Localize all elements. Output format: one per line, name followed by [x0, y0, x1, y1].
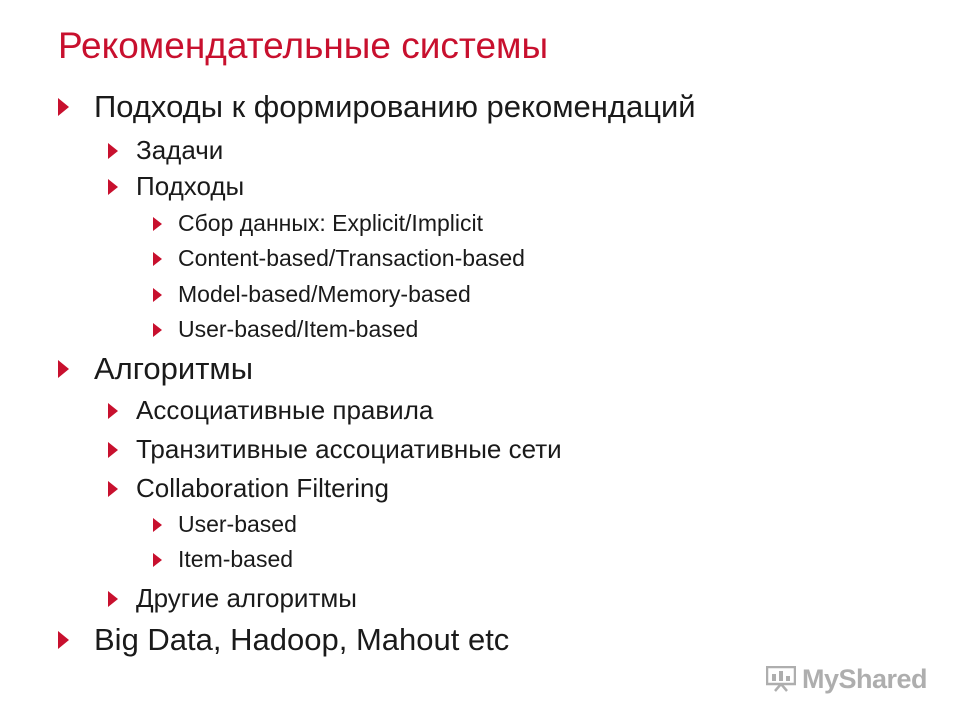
triangle-bullet-icon — [153, 288, 162, 302]
triangle-bullet-icon — [153, 252, 162, 266]
triangle-bullet-icon — [108, 481, 118, 497]
slide-title: Рекомендательные системы — [58, 25, 549, 66]
triangle-bullet-icon — [153, 518, 162, 532]
bullet-item — [153, 210, 483, 237]
watermark — [766, 654, 936, 704]
bullet-text: Сбор данных: Explicit/Implicit — [178, 210, 483, 236]
bullet-item — [153, 546, 293, 573]
triangle-bullet-icon — [108, 179, 118, 195]
bullet-text: Алгоритмы — [94, 351, 253, 386]
bullet-text: Задачи — [136, 135, 224, 165]
bullet-text: User-based/Item-based — [178, 316, 419, 342]
triangle-bullet-icon — [58, 98, 69, 116]
bullet-item — [58, 622, 509, 658]
bullet-item — [108, 583, 357, 614]
bullet-item — [153, 281, 471, 308]
bullet-item — [153, 511, 297, 538]
bullet-item — [153, 316, 418, 343]
bullet-item — [108, 434, 562, 465]
triangle-bullet-icon — [58, 360, 69, 378]
triangle-bullet-icon — [108, 591, 118, 607]
bullet-item — [108, 395, 433, 426]
bullet-text: Content-based/Transaction-based — [178, 245, 525, 271]
bullet-item — [108, 171, 244, 202]
triangle-bullet-icon — [58, 631, 69, 649]
triangle-bullet-icon — [153, 217, 162, 231]
bullet-text: User-based — [178, 511, 297, 537]
bullet-text: Big Data, Hadoop, Mahout etc — [94, 622, 510, 657]
bullet-item — [58, 89, 696, 125]
triangle-bullet-icon — [153, 553, 162, 567]
bullet-text: Collaboration Filtering — [136, 473, 389, 503]
presentation-board-icon — [766, 666, 796, 692]
bullet-text: Item-based — [178, 546, 294, 572]
bullet-item — [58, 351, 253, 387]
triangle-bullet-icon — [153, 323, 162, 337]
bullet-text: Подходы к формированию рекомендаций — [94, 89, 696, 124]
bullet-item — [108, 135, 223, 166]
bullet-text: Транзитивные ассоциативные сети — [136, 434, 562, 464]
triangle-bullet-icon — [108, 143, 118, 159]
triangle-bullet-icon — [108, 403, 118, 419]
bullet-item — [153, 245, 525, 272]
bullet-text: Другие алгоритмы — [136, 583, 357, 613]
bullet-text: Подходы — [136, 171, 245, 201]
bullet-item — [108, 473, 389, 504]
bullet-text: Ассоциативные правила — [136, 395, 434, 425]
bullet-text: Model-based/Memory-based — [178, 281, 471, 307]
watermark-brand: MyShared — [802, 663, 928, 694]
triangle-bullet-icon — [108, 442, 118, 458]
